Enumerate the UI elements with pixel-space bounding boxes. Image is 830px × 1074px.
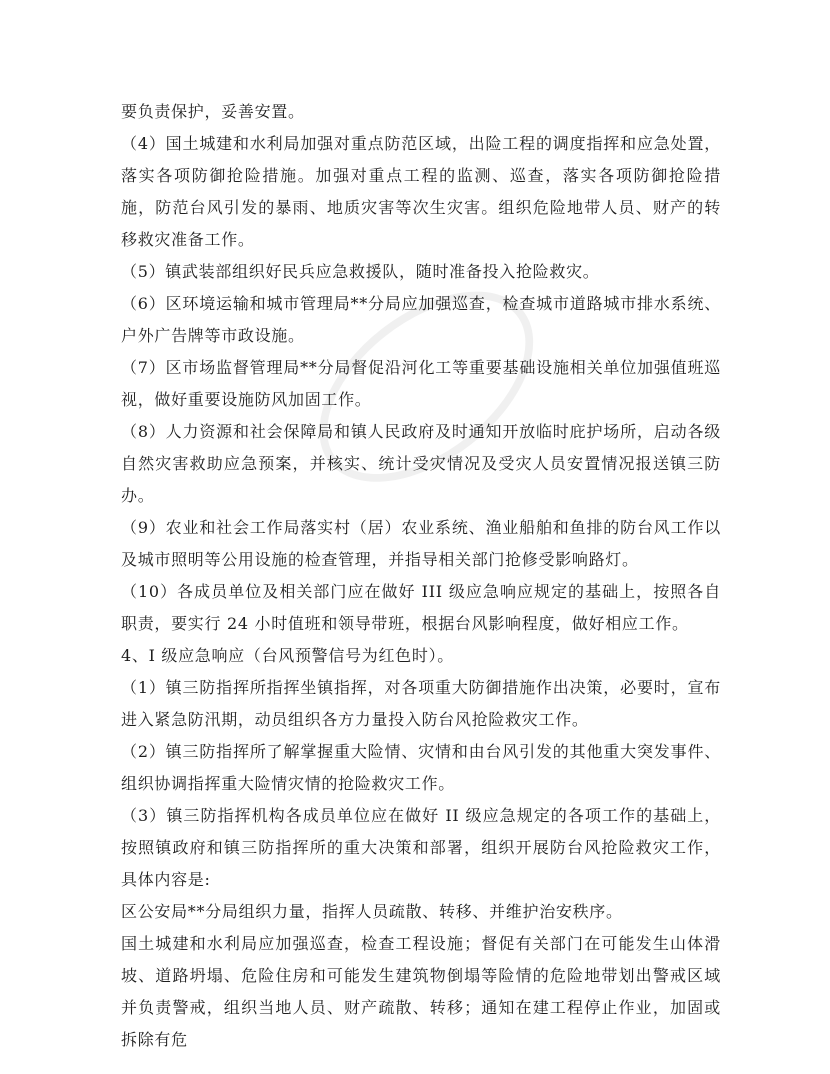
paragraph-level1-item-1: （1）镇三防指挥所指挥坐镇指挥，对各项重大防御措施作出决策，必要时，宣布进入紧急防汛期，动员组织各方力量投入防台风抢险救灾工作。 xyxy=(121,678,721,729)
paragraph-public-security: 区公安局**分局组织力量，指挥人员疏散、转移、并维护治安秩序。 xyxy=(121,902,623,921)
paragraph-continuation: 要负责保护，妥善安置。 xyxy=(121,102,305,121)
paragraph-level1-item-3: （3）镇三防指挥机构各成员单位应在做好 II 级应急规定的各项工作的基础上，按照镇政府和镇三防指挥所的重大决策和部署，组织开展防台风抢险救灾工作，具体内容是: xyxy=(121,806,721,889)
paragraph-item-10: （10）各成员单位及相关部门应在做好 III 级应急响应规定的基础上，按照各自职责，要实行 24 小时值班和领导带班，根据台风影响程度，做好相应工作。 xyxy=(121,582,721,633)
paragraph-item-5: （5）镇武装部组织好民兵应急救援队，随时准备投入抢险救灾。 xyxy=(121,262,600,281)
paragraph-item-4: （4）国土城建和水利局加强对重点防范区域，出险工程的调度指挥和应急处置，落实各项防御抢险措施。加强对重点工程的监测、巡查，落实各项防御抢险措施，防范台风引发的暴雨、地质灾害等次生灾害。组织危险地带人员、财产的转移救灾准备工作。 xyxy=(121,134,721,249)
paragraph-item-7: （7）区市场监督管理局**分局督促沿河化工等重要基础设施相关单位加强值班巡视，做好重要设施防风加固工作。 xyxy=(121,358,721,409)
paragraph-land-construction: 国土城建和水利局应加强巡查，检查工程设施；督促有关部门在可能发生山体滑坡、道路坍塌、危险住房和可能发生建筑物倒塌等险情的危险地带划出警戒区域并负责警戒，组织当地人员、财产疏散、转移；通知在建工程停止作业，加固或拆除有危 xyxy=(121,934,721,1049)
document-body xyxy=(121,96,721,1056)
paragraph-level1-item-2: （2）镇三防指挥所了解掌握重大险情、灾情和由台风引发的其他重大突发事件、组织协调指挥重大险情灾情的抢险救灾工作。 xyxy=(121,742,721,793)
section-heading-level-1: 4、I 级应急响应（台风预警信号为红色时）。 xyxy=(121,646,454,665)
paragraph-item-9: （9）农业和社会工作局落实村（居）农业系统、渔业船舶和鱼排的防台风工作以及城市照明等公用设施的检查管理，并指导相关部门抢修受影响路灯。 xyxy=(121,518,721,569)
paragraph-item-8: （8）人力资源和社会保障局和镇人民政府及时通知开放临时庇护场所，启动各级自然灾害救助应急预案，并核实、统计受灾情况及受灾人员安置情况报送镇三防办。 xyxy=(121,422,721,505)
paragraph-item-6: （6）区环境运输和城市管理局**分局应加强巡查，检查城市道路城市排水系统、户外广告牌等市政设施。 xyxy=(121,294,721,345)
